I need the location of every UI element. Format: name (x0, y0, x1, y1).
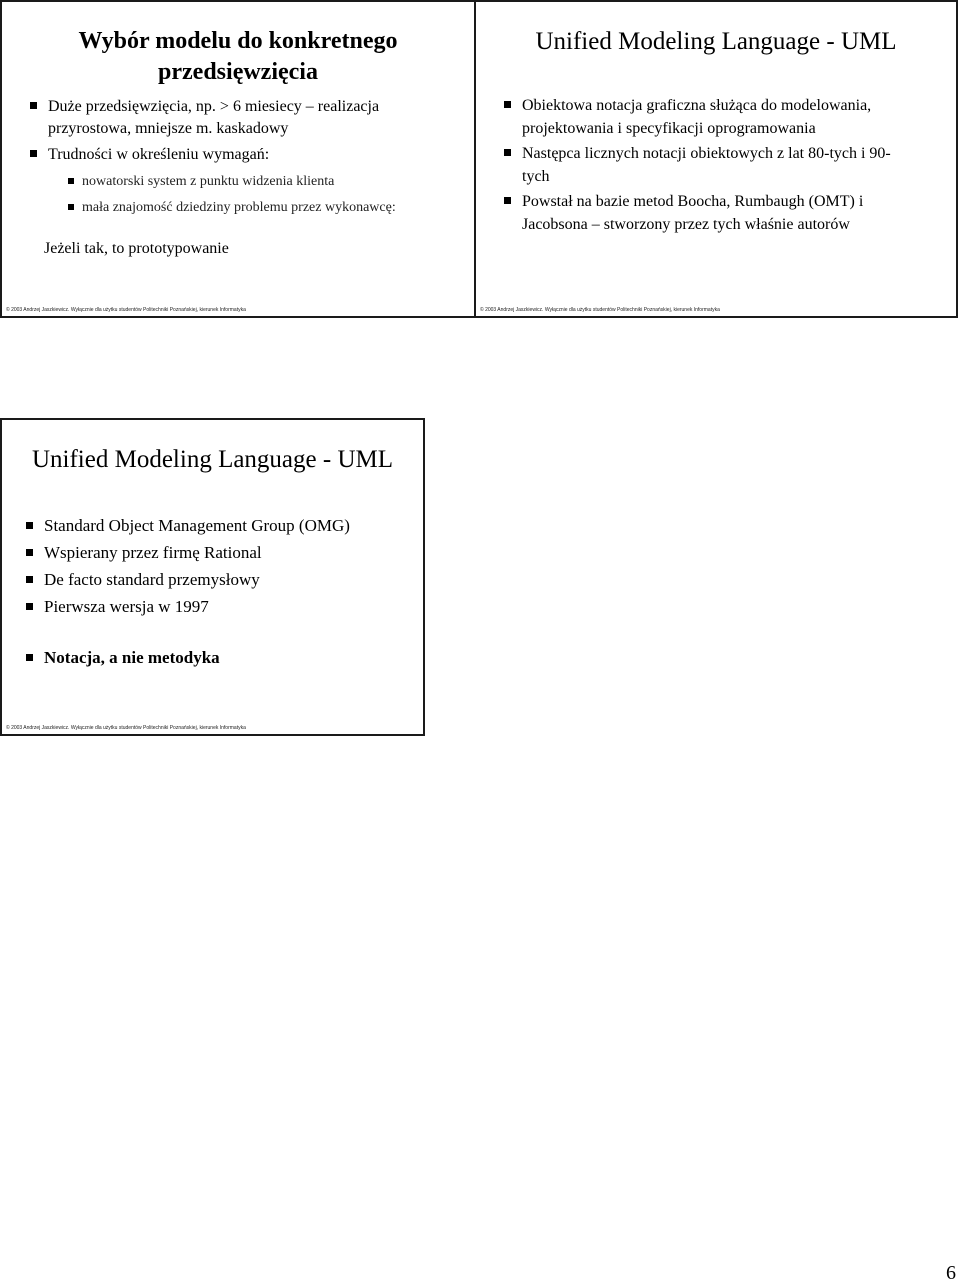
square-bullet-icon (504, 101, 511, 108)
slide-2 (474, 0, 958, 318)
bullet-text: Obiektowa notacja graficzna służąca do modelowania, projektowania i specyfikacji oprogramowania (522, 97, 872, 137)
bullet-item (26, 512, 413, 539)
slide-footer: © 2003 Andrzej Jaszkiewicz. Wyłącznie dla użytku studentów Politechniki Poznańskiej, kierunek Informatyka (6, 307, 246, 313)
bullet-text: Notacja, a nie metodyka (44, 648, 220, 667)
bullet-item (30, 96, 462, 140)
bullet-item (504, 142, 916, 188)
square-bullet-icon (30, 102, 37, 109)
square-bullet-icon (26, 576, 33, 583)
bullet-item (30, 144, 462, 218)
square-bullet-icon (26, 654, 33, 661)
sub-bullet-text: nowatorski system z punktu widzenia klienta (82, 174, 335, 189)
conclusion-text: Jeżeli tak, to prototypowanie (44, 240, 229, 257)
bullet-list (504, 94, 916, 238)
slide-1 (0, 0, 476, 318)
slide-footer: © 2003 Andrzej Jaszkiewicz. Wyłącznie dla użytku studentów Politechniki Poznańskiej, kierunek Informatyka (480, 307, 720, 313)
sub-bullet-text: mała znajomość dziedziny problemu przez wykonawcę: (82, 200, 396, 215)
bullet-text: Trudności w określeniu wymagań: (48, 146, 270, 163)
bullet-item (26, 593, 413, 620)
bullet-text: Standard Object Management Group (OMG) (44, 516, 350, 535)
bullet-item (504, 190, 916, 236)
bullet-text: Duże przedsięwzięcia, np. > 6 miesiecy – realizacja przyrostowa, mniejsze m. kaskadowy (48, 98, 380, 137)
slide-title: Wybór modelu do konkretnego przedsięwzięcia (78, 28, 398, 85)
square-bullet-icon (30, 150, 37, 157)
slide-3 (0, 418, 425, 736)
bullet-text: Następca licznych notacji obiektowych z lat 80-tych i 90-tych (522, 145, 891, 185)
square-bullet-icon (68, 204, 74, 210)
bullet-item (26, 566, 413, 593)
bullet-text: De facto standard przemysłowy (44, 570, 260, 589)
square-bullet-icon (26, 522, 33, 529)
square-bullet-icon (68, 178, 74, 184)
square-bullet-icon (26, 549, 33, 556)
sub-bullet-list (68, 172, 462, 218)
slide-footer: © 2003 Andrzej Jaszkiewicz. Wyłącznie dla użytku studentów Politechniki Poznańskiej, kierunek Informatyka (6, 725, 246, 731)
bullet-item (26, 539, 413, 566)
page-number: 6 (946, 1262, 956, 1284)
bullet-text: Pierwsza wersja w 1997 (44, 597, 209, 616)
bullet-item (504, 94, 916, 140)
bullet-text: Powstał na bazie metod Boocha, Rumbaugh (OMT) i Jacobsona – stworzony przez tych właśnie autorów (522, 193, 864, 233)
bullet-item (26, 644, 220, 671)
emphasis-bullet-list (26, 644, 220, 671)
bullet-list (26, 512, 413, 620)
bullet-list (30, 96, 462, 224)
square-bullet-icon (504, 149, 511, 156)
square-bullet-icon (26, 603, 33, 610)
sub-bullet-item (68, 198, 462, 218)
slide-title: Unified Modeling Language - UML (31, 446, 394, 473)
bullet-text: Wspierany przez firmę Rational (44, 543, 262, 562)
sub-bullet-item (68, 172, 462, 192)
square-bullet-icon (504, 197, 511, 204)
slide-title: Unified Modeling Language - UML (535, 28, 897, 55)
